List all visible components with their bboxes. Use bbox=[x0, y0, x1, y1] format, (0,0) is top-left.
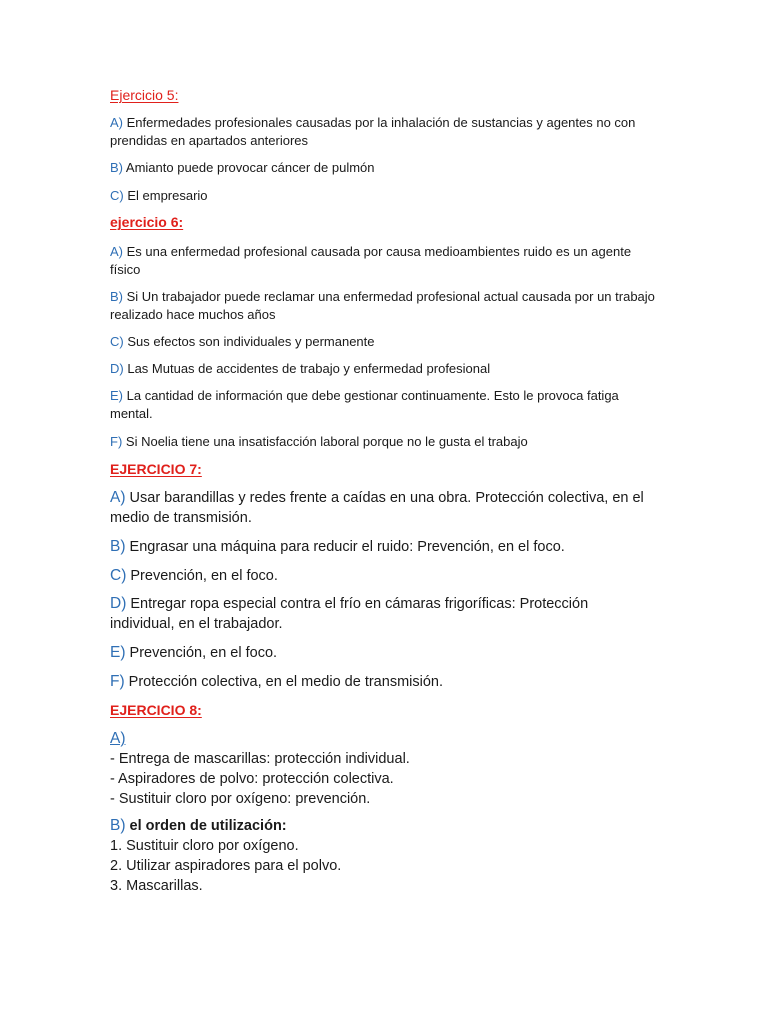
answer-text: El empresario bbox=[127, 188, 208, 203]
answer-label: B) bbox=[110, 817, 126, 834]
answer-label: A) bbox=[110, 115, 123, 130]
ej5-answer-a bbox=[110, 114, 635, 150]
answer-line: - Sustituir cloro por oxígeno: prevención. bbox=[110, 791, 371, 807]
ej6-answer-d bbox=[110, 360, 490, 378]
answer-label: B) bbox=[110, 289, 123, 304]
answer-line: - Entrega de mascarillas: protección individual. bbox=[110, 751, 410, 767]
answer-label: D) bbox=[110, 361, 124, 376]
ej7-answer-b bbox=[110, 537, 565, 557]
answer-label: D) bbox=[110, 595, 127, 612]
answer-line: 1. Sustituir cloro por oxígeno. bbox=[110, 838, 299, 854]
answer-line: 3. Mascarillas. bbox=[110, 878, 203, 894]
answer-label: C) bbox=[110, 188, 124, 203]
ej5-answer-b bbox=[110, 159, 375, 177]
ej7-answer-d bbox=[110, 594, 588, 634]
answer-text: Usar barandillas y redes frente a caídas en una obra. Protección colectiva, en el bbox=[129, 490, 644, 506]
answer-text: realizado hace muchos años bbox=[110, 307, 276, 322]
answer-text: Sus efectos son individuales y permanente bbox=[127, 334, 375, 349]
ej6-answer-b bbox=[110, 288, 655, 324]
answer-text: individual, en el trabajador. bbox=[110, 616, 283, 632]
ej6-answer-a bbox=[110, 243, 631, 279]
answer-line: - Aspiradores de polvo: protección colectiva. bbox=[110, 771, 394, 787]
answer-label: F) bbox=[110, 673, 125, 690]
answer-label: A) bbox=[110, 730, 126, 747]
answer-label: B) bbox=[110, 538, 126, 555]
answer-text: Entregar ropa especial contra el frío en cámaras frigoríficas: Protección bbox=[130, 596, 589, 612]
answer-text: Prevención, en el foco. bbox=[130, 568, 278, 584]
answer-text: Amianto puede provocar cáncer de pulmón bbox=[125, 160, 375, 175]
ejercicio-7-heading: EJERCICIO 7: bbox=[110, 461, 202, 477]
ej6-answer-c bbox=[110, 333, 375, 351]
answer-text: Engrasar una máquina para reducir el ruido: Prevención, en el foco. bbox=[129, 539, 565, 555]
ejercicio-8-heading: EJERCICIO 8: bbox=[110, 702, 202, 718]
ej5-answer-c bbox=[110, 187, 208, 205]
answer-label: C) bbox=[110, 334, 124, 349]
answer-line: 2. Utilizar aspiradores para el polvo. bbox=[110, 858, 342, 874]
answer-label: A) bbox=[110, 244, 123, 259]
answer-text: mental. bbox=[110, 406, 153, 421]
answer-text: Es una enfermedad profesional causada por causa medioambientes ruido es un agente bbox=[126, 244, 632, 259]
ej6-answer-f bbox=[110, 433, 528, 451]
answer-text: Si Un trabajador puede reclamar una enfermedad profesional actual causada por un trabajo bbox=[126, 289, 655, 304]
ej8-answer-b bbox=[110, 816, 341, 896]
ejercicio-6-heading: ejercicio 6: bbox=[110, 214, 184, 230]
answer-label: E) bbox=[110, 644, 126, 661]
answer-label: E) bbox=[110, 388, 123, 403]
answer-text: Prevención, en el foco. bbox=[129, 645, 278, 661]
ej6-answer-e bbox=[110, 387, 619, 423]
answer-text: Enfermedades profesionales causadas por la inhalación de sustancias y agentes no con bbox=[126, 115, 636, 130]
answer-text: medio de transmisión. bbox=[110, 510, 252, 526]
answer-text: Si Noelia tiene una insatisfacción laboral porque no le gusta el trabajo bbox=[125, 434, 528, 449]
answer-text: La cantidad de información que debe gestionar continuamente. Esto le provoca fatiga bbox=[126, 388, 619, 403]
answer-text: prendidas en apartados anteriores bbox=[110, 133, 309, 148]
answer-label: A) bbox=[110, 489, 126, 506]
answer-text: físico bbox=[110, 262, 141, 277]
answer-text: Las Mutuas de accidentes de trabajo y enfermedad profesional bbox=[127, 361, 491, 376]
ej7-answer-f bbox=[110, 672, 443, 692]
ejercicio-5-heading: Ejercicio 5: bbox=[110, 87, 179, 103]
answer-label: C) bbox=[110, 567, 127, 584]
ej7-answer-e bbox=[110, 643, 277, 663]
answer-subheading: el orden de utilización: bbox=[129, 818, 287, 834]
ej7-answer-a bbox=[110, 488, 644, 528]
ej7-answer-c bbox=[110, 566, 278, 586]
answer-label: F) bbox=[110, 434, 123, 449]
answer-label: B) bbox=[110, 160, 123, 175]
answer-text: Protección colectiva, en el medio de transmisión. bbox=[128, 674, 443, 690]
ej8-answer-a bbox=[110, 729, 410, 809]
